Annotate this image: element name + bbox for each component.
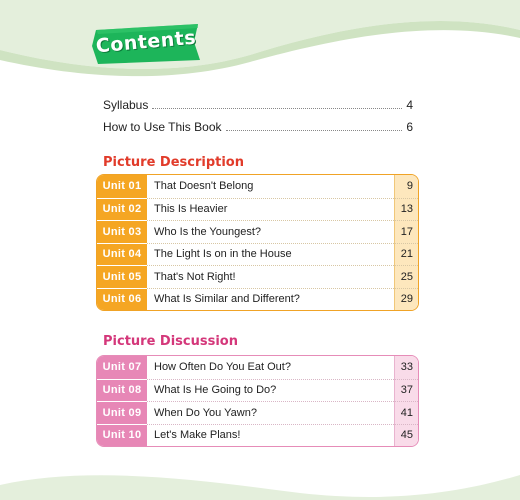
- unit-row[interactable]: [97, 424, 418, 447]
- toc-label: Syllabus: [103, 98, 149, 112]
- unit-title: The Light Is on in the House: [147, 243, 394, 266]
- toc-line-how-to-use[interactable]: [103, 118, 413, 134]
- leader-dots: [152, 108, 402, 109]
- unit-label: Unit 10: [97, 424, 147, 447]
- section-title-picture-discussion: Picture Discussion: [103, 334, 238, 349]
- unit-label: Unit 09: [97, 401, 147, 424]
- unit-row[interactable]: [97, 220, 418, 243]
- unit-page-number: 45: [394, 424, 418, 447]
- unit-label: Unit 05: [97, 265, 147, 288]
- bottom-swoosh-decoration: [0, 455, 520, 500]
- unit-page-number: 25: [394, 265, 418, 288]
- unit-title: When Do You Yawn?: [147, 401, 394, 424]
- toc-line-syllabus[interactable]: [103, 96, 413, 112]
- page-title: Contents: [95, 26, 197, 58]
- unit-row[interactable]: [97, 265, 418, 288]
- unit-title: What Is He Going to Do?: [147, 379, 394, 402]
- unit-label: Unit 03: [97, 220, 147, 243]
- unit-page-number: 29: [394, 288, 418, 311]
- unit-title: That's Not Right!: [147, 265, 394, 288]
- unit-page-number: 13: [394, 198, 418, 221]
- unit-row[interactable]: [97, 243, 418, 266]
- toc-label: How to Use This Book: [103, 120, 222, 134]
- unit-label: Unit 04: [97, 243, 147, 266]
- unit-page-number: 9: [394, 175, 418, 198]
- unit-title: How Often Do You Eat Out?: [147, 356, 394, 379]
- leader-dots: [226, 130, 403, 131]
- unit-label: Unit 06: [97, 288, 147, 311]
- unit-title: What Is Similar and Different?: [147, 288, 394, 311]
- unit-page-number: 17: [394, 220, 418, 243]
- unit-row[interactable]: [97, 175, 418, 198]
- toc-page-number: 6: [406, 120, 413, 134]
- unit-page-number: 37: [394, 379, 418, 402]
- unit-label: Unit 02: [97, 198, 147, 221]
- unit-label: Unit 07: [97, 356, 147, 379]
- section-title-picture-description: Picture Description: [103, 155, 244, 170]
- unit-page-number: 33: [394, 356, 418, 379]
- unit-row[interactable]: [97, 288, 418, 311]
- top-swoosh-decoration: [0, 0, 520, 90]
- unit-title: That Doesn't Belong: [147, 175, 394, 198]
- toc-page-number: 4: [406, 98, 413, 112]
- unit-label: Unit 01: [97, 175, 147, 198]
- unit-page-number: 41: [394, 401, 418, 424]
- unit-row[interactable]: [97, 198, 418, 221]
- unit-title: This Is Heavier: [147, 198, 394, 221]
- unit-title: Who Is the Youngest?: [147, 220, 394, 243]
- unit-table-picture-description: [96, 174, 419, 311]
- unit-table-picture-discussion: [96, 355, 419, 447]
- unit-row[interactable]: [97, 401, 418, 424]
- unit-page-number: 21: [394, 243, 418, 266]
- unit-label: Unit 08: [97, 379, 147, 402]
- unit-title: Let's Make Plans!: [147, 424, 394, 447]
- unit-row[interactable]: [97, 356, 418, 379]
- unit-row[interactable]: [97, 379, 418, 402]
